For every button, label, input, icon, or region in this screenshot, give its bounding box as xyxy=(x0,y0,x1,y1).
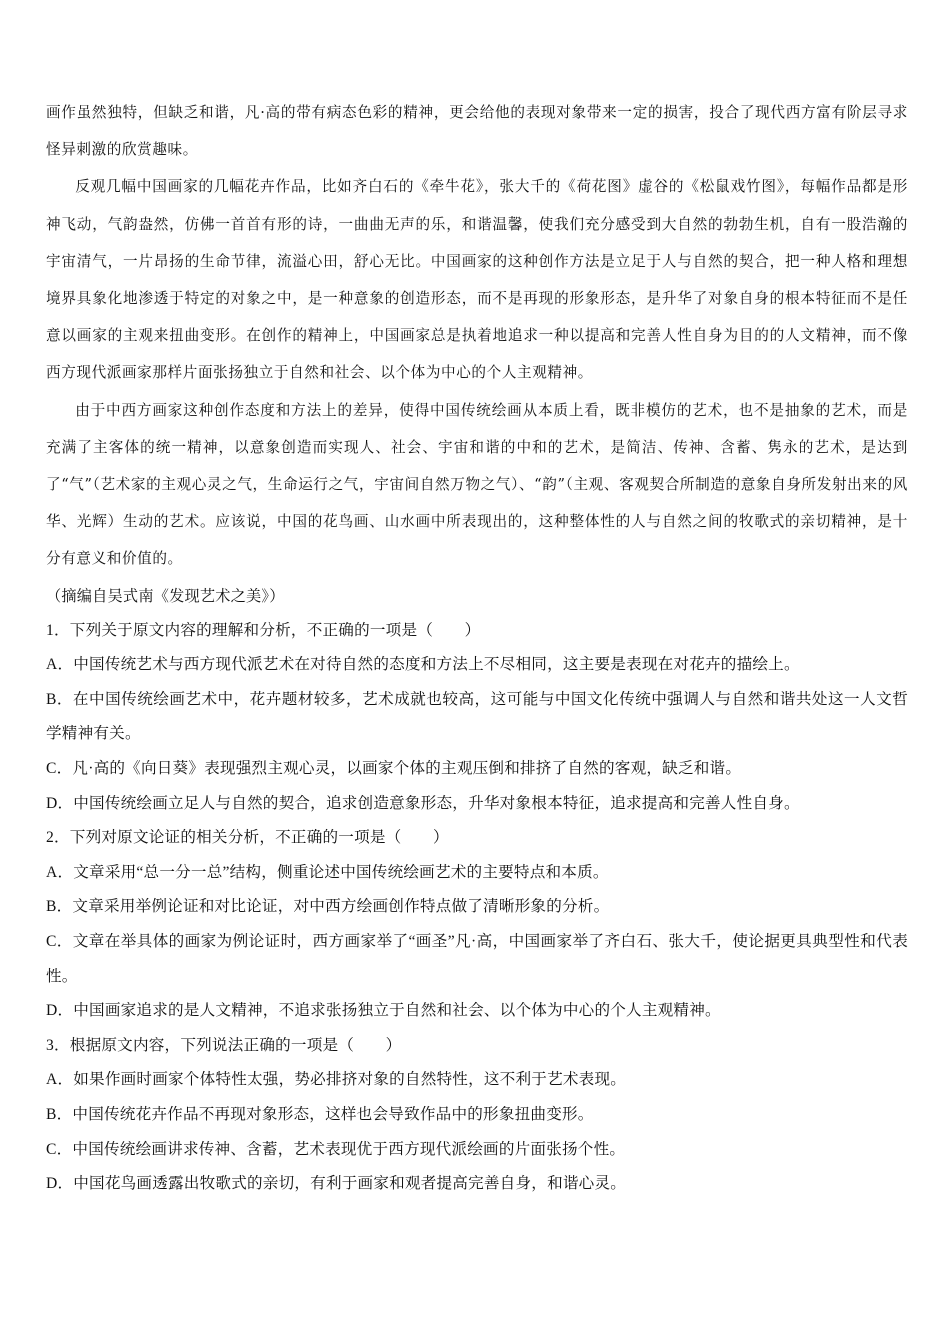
question-option: B．在中国传统绘画艺术中，花卉题材较多，艺术成就也较高，这可能与中国文化传统中强调人与自然和谐共处这一人文哲学精神有关。 xyxy=(46,690,908,743)
question-3 xyxy=(46,1029,908,1202)
passage-paragraph: 画作虽然独特，但缺乏和谐，凡·高的带有病态色彩的精神，更会给他的表现对象带来一定的损害，投合了现代西方富有阶层寻求怪异刺激的欣赏趣味。 xyxy=(46,104,908,159)
question-stem: 1．下列关于原文内容的理解和分析，不正确的一项是（ ） xyxy=(46,621,481,639)
question-option: C．中国传统绘画讲求传神、含蓄，艺术表现优于西方现代派绘画的片面张扬个性。 xyxy=(46,1140,626,1158)
question-stem: 2．下列对原文论证的相关分析，不正确的一项是（ ） xyxy=(46,829,449,847)
question-option: A．中国传统艺术与西方现代派艺术在对待自然的态度和方法上不尽相同，这主要是表现在对花卉的描绘上。 xyxy=(46,656,800,674)
question-option: C．凡·高的《向日葵》表现强烈主观心灵，以画家个体的主观压倒和排挤了自然的客观，缺乏和谐。 xyxy=(46,760,742,778)
reading-passage xyxy=(46,94,908,578)
question-option: D．中国画家追求的是人文精神，不追求张扬独立于自然和社会、以个体为中心的个人主观精神。 xyxy=(46,1002,721,1020)
question-option: D．中国传统绘画立足人与自然的契合，追求创造意象形态，升华对象根本特征，追求提高和完善人性自身。 xyxy=(46,794,800,812)
question-1 xyxy=(46,614,908,822)
question-option: B．中国传统花卉作品不再现对象形态，这样也会导致作品中的形象扭曲变形。 xyxy=(46,1105,594,1123)
question-option: B．文章采用举例论证和对比论证，对中西方绘画创作特点做了清晰形象的分析。 xyxy=(46,898,610,916)
question-option: A．如果作画时画家个体特性太强，势必排挤对象的自然特性，这不利于艺术表现。 xyxy=(46,1071,627,1089)
exam-page xyxy=(46,94,908,1202)
question-option: D．中国花鸟画透露出牧歌式的亲切，有利于画家和观者提高完善自身，和谐心灵。 xyxy=(46,1175,627,1193)
passage-paragraph: 由于中西方画家这种创作态度和方法上的差异，使得中国传统绘画从本质上看，既非模仿的艺术，也不是抽象的艺术，而是充满了主客体的统一精神，以意象创造而实现人、社会、宇宙和谐的中和的艺术，是简洁、传神、含蓄、隽永的艺术，是达到了“气”（艺术家的主观心灵之气，生命运行之气，宇宙间自然万物之气）、“韵”（主观、客观契合所制造的意象自身所发射出来的风华、光辉）生动的艺术。应该说，中国的花鸟画、山水画中所表现出的，这种整体性的人与自然之间的牧歌式的亲切精神，是十分有意义和价值的。 xyxy=(46,401,908,568)
passage-source: （摘编自吴式南《发现艺术之美》） xyxy=(46,586,285,605)
question-2 xyxy=(46,821,908,1029)
question-stem: 3．根据原文内容，下列说法正确的一项是（ ） xyxy=(46,1036,402,1054)
passage-paragraph: 反观几幅中国画家的几幅花卉作品，比如齐白石的《牵牛花》，张大千的《荷花图》虚谷的《松鼠戏竹图》，每幅作品都是形神飞动，气韵盎然，仿佛一首首有形的诗，一曲曲无声的乐，和谐温馨，使我们充分感受到大自然的勃勃生机，自有一股浩瀚的宇宙清气，一片昂扬的生命节律，流溢心田，舒心无比。中国画家的这种创作方法是立足于人与自然的契合，把一种人格和理想境界具象化地渗透于特定的对象之中，是一种意象的创造形态，而不是再现的形象形态，是升华了对象自身的根本特征而不是任意以画家的主观来扭曲变形。在创作的精神上，中国画家总是执着地追求一种以提高和完善人性自身为目的的人文精神，而不像西方现代派画家那样片面张扬独立于自然和社会、以个体为中心的个人主观精神。 xyxy=(46,178,908,382)
question-option: C．文章在举具体的画家为例论证时，西方画家举了“画圣”凡·高，中国画家举了齐白石、张大千，使论据更具典型性和代表性。 xyxy=(46,932,908,985)
question-option: A．文章采用“总一分一总”结构，侧重论述中国传统绘画艺术的主要特点和本质。 xyxy=(46,863,609,881)
